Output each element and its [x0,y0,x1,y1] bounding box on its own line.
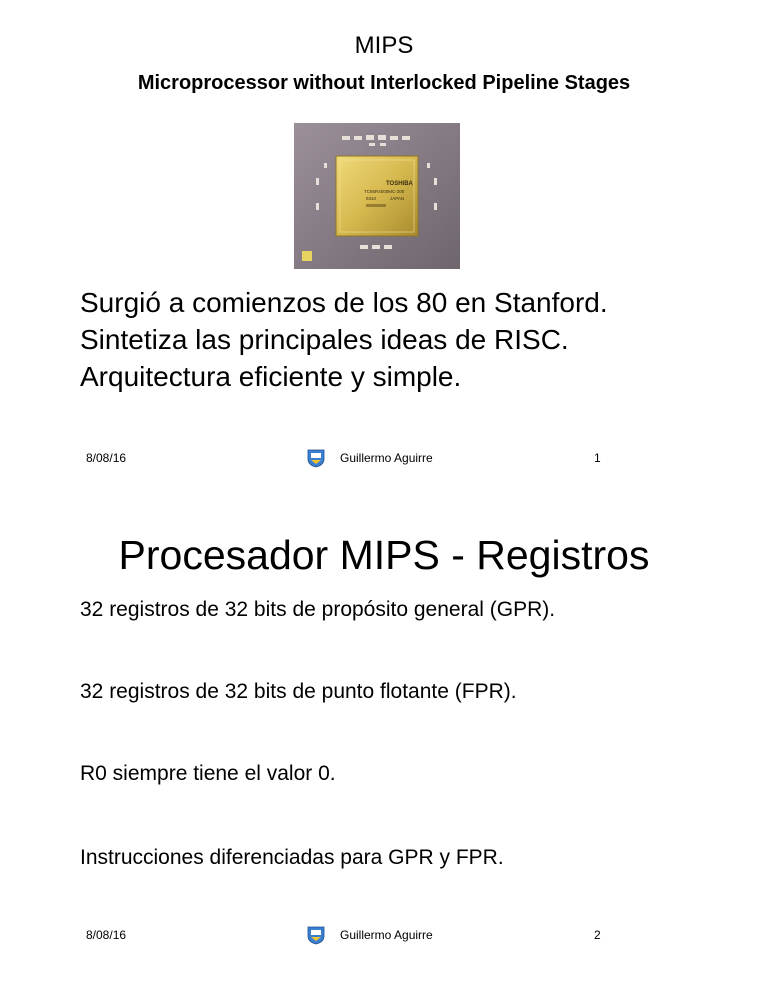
slide1-subtitle: Microprocessor without Interlocked Pipeline Stages [137,72,631,94]
university-logo-icon [306,925,326,950]
slide1-title: MIPS [354,32,414,59]
chip-line-1: TC86R4000MC-200 [364,189,405,194]
slide2-bullet: 32 registros de 32 bits de punto flotante (FPR). [80,680,517,703]
slide1-footer-date: 8/08/16 [86,451,127,465]
slide1-bullet-list [80,284,608,395]
slide2-bullet: Instrucciones diferenciadas para GPR y FPR. [80,846,504,869]
slide2-bullet: 32 registros de 32 bits de propósito general (GPR). [80,598,556,621]
slide1-bullet: Arquitectura eficiente y simple. [80,361,462,392]
slide2-title: Procesador MIPS - Registros [118,532,650,578]
slide1-footer-author: Guillermo Aguirre [340,451,433,465]
slide2-footer-author: Guillermo Aguirre [340,928,433,942]
chip-brand: TOSHIBA [386,181,413,187]
slide1-bullet: Surgió a comienzos de los 80 en Stanford. [80,287,608,318]
university-logo-icon [306,448,326,473]
cpu-chip-image [294,123,460,269]
slide2-bullet: R0 siempre tiene el valor 0. [80,762,336,785]
slide2-footer-page: 2 [594,928,601,942]
chip-line-3: JAPAN [390,196,405,201]
chip-line-2: 9310 [366,196,377,201]
slide2-footer-date: 8/08/16 [86,928,127,942]
slide1-bullet: Sintetiza las principales ideas de RISC. [80,324,569,355]
slide1-footer-page: 1 [594,451,601,465]
